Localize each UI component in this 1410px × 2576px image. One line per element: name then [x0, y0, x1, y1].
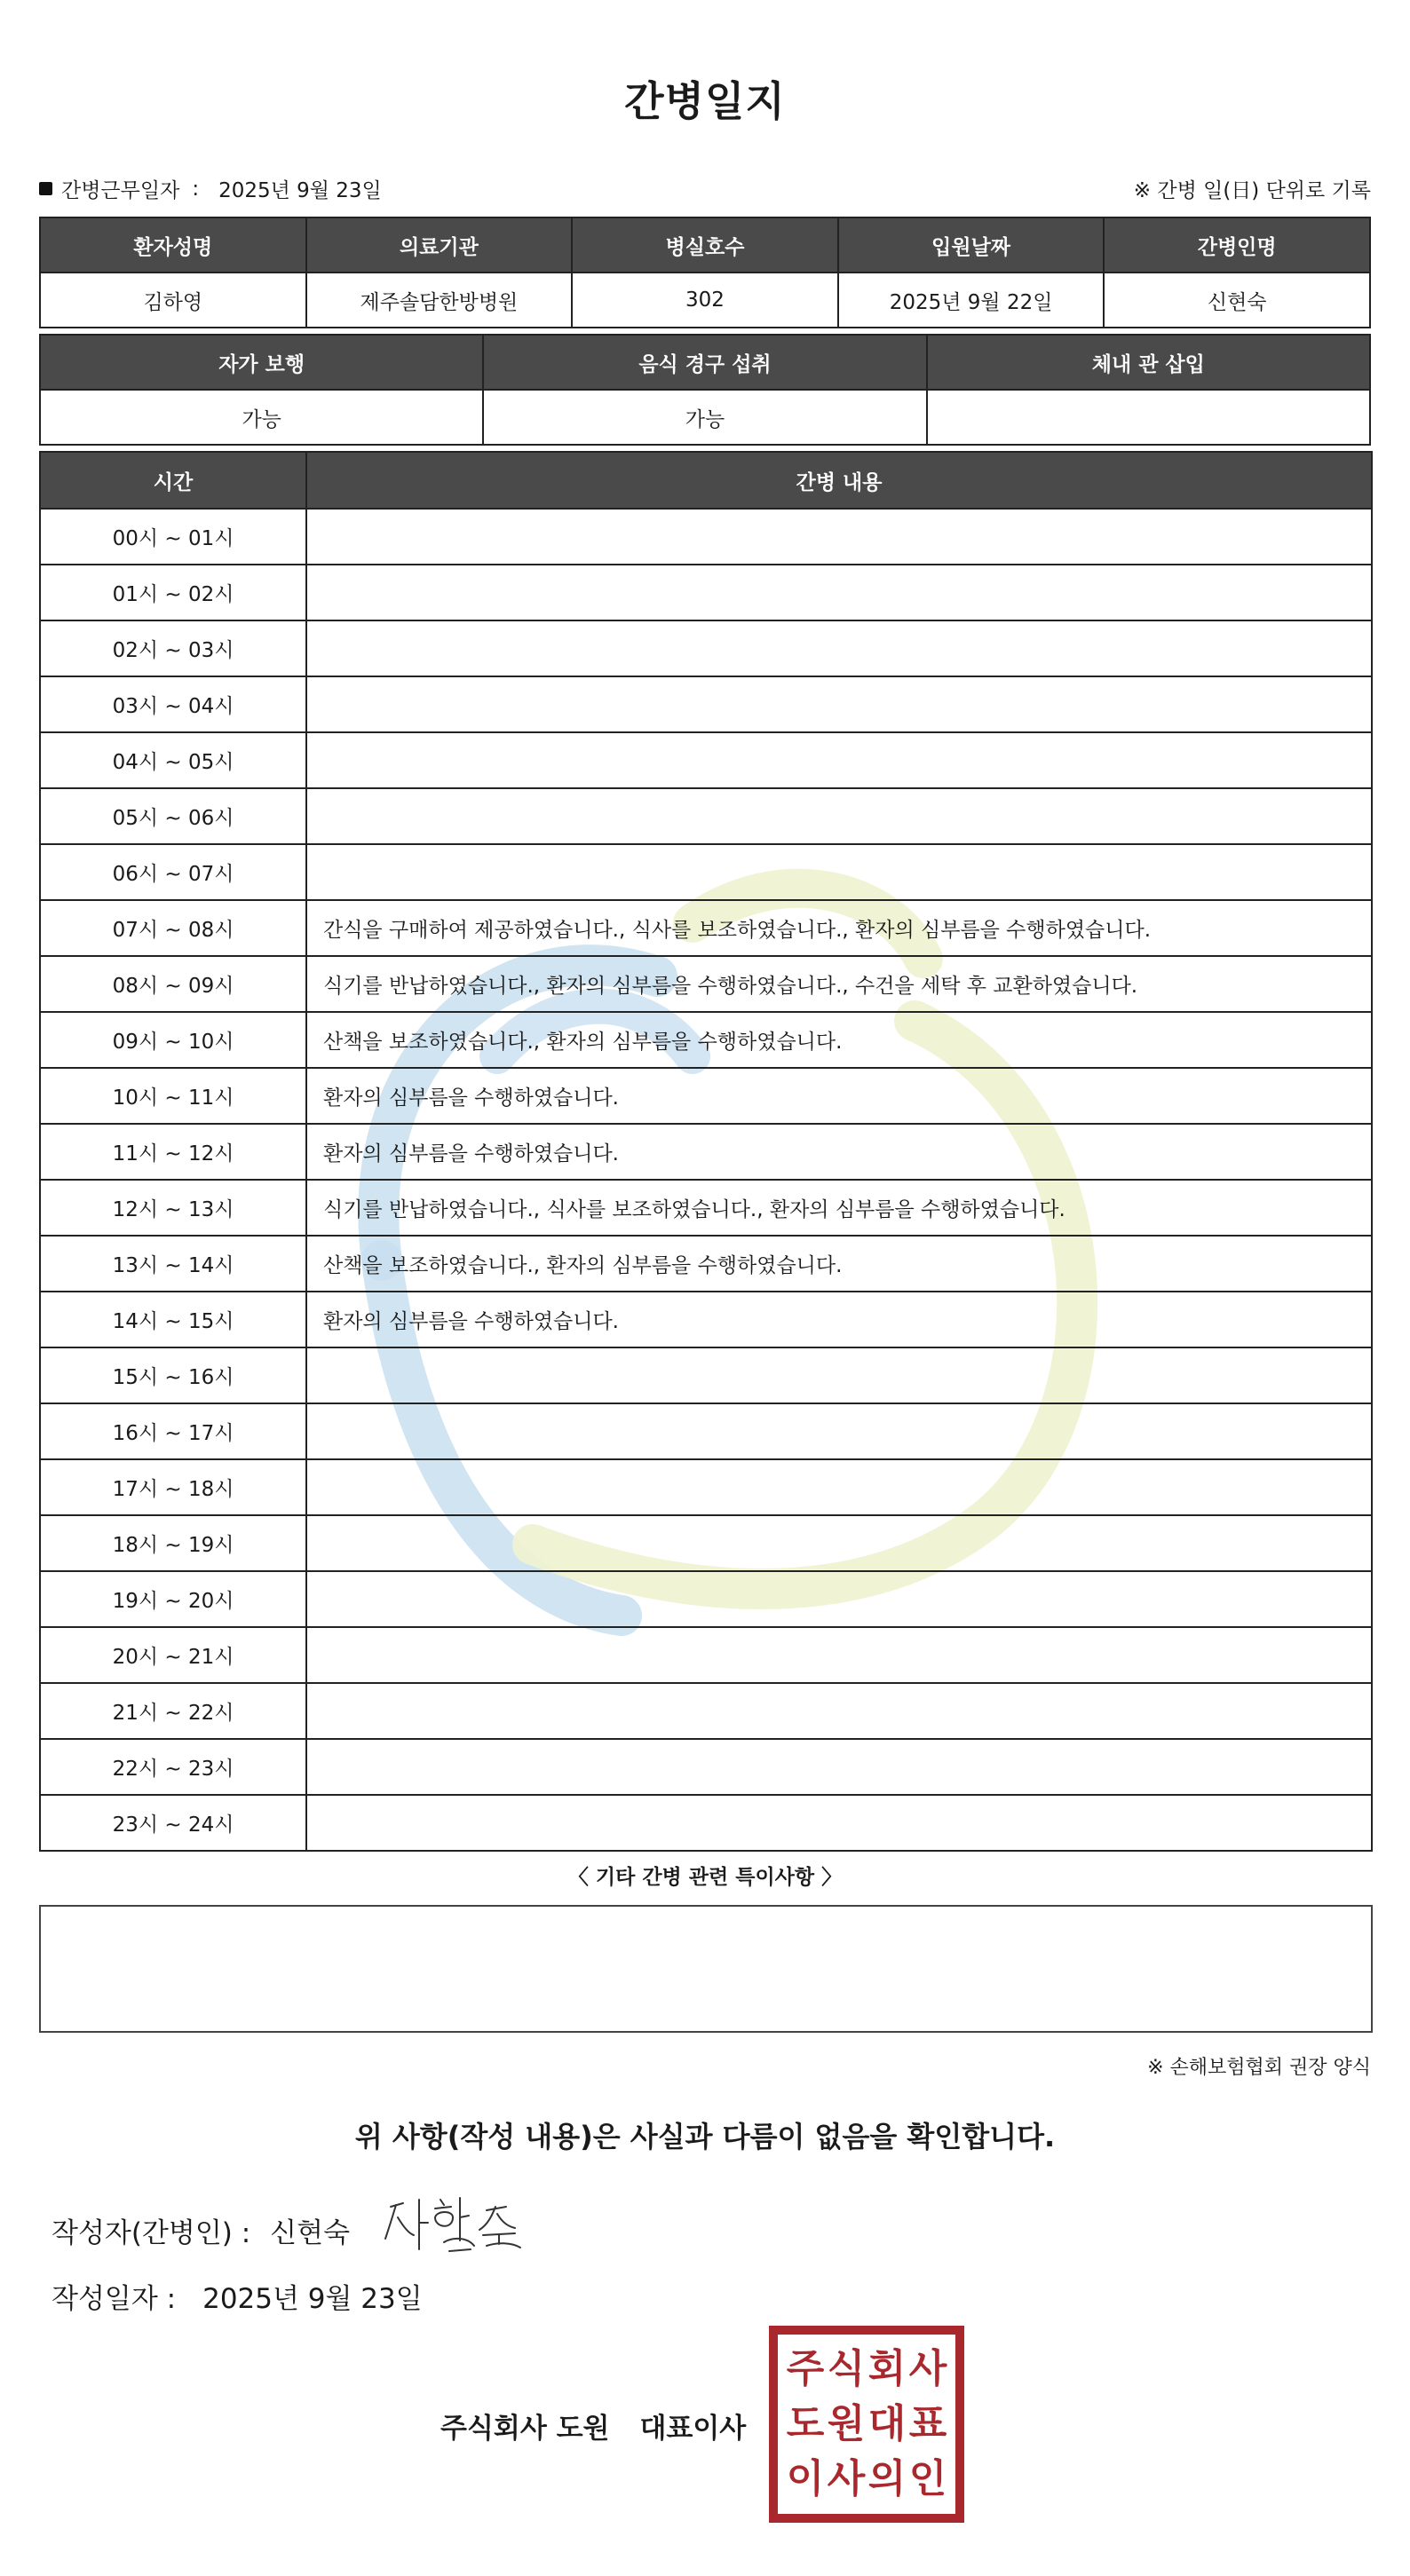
log-time-cell: 13시 ~ 14시	[40, 1236, 306, 1292]
patient-name: 김하영	[40, 273, 306, 328]
log-time-cell: 03시 ~ 04시	[40, 676, 306, 732]
header-room-number: 병실호수	[572, 217, 838, 273]
log-content-cell	[306, 1571, 1372, 1627]
header-time: 시간	[40, 452, 306, 509]
condition-value-row	[40, 390, 1370, 445]
log-content-cell	[306, 620, 1372, 676]
writer-label: 작성자(간병인) :	[51, 2217, 251, 2249]
log-content-cell: 산책을 보조하였습니다., 환자의 심부름을 수행하였습니다.	[306, 1012, 1372, 1068]
log-content-cell	[306, 1683, 1372, 1739]
work-date-label: 간병근무일자	[61, 179, 180, 202]
log-time-cell: 19시 ~ 20시	[40, 1571, 306, 1627]
log-time-cell: 07시 ~ 08시	[40, 900, 306, 956]
confirmation-statement: 위 사항(작성 내용)은 사실과 다름이 없음을 확인합니다.	[354, 2120, 1056, 2153]
written-date-value: 2025년 9월 23일	[202, 2283, 423, 2315]
log-time-cell: 05시 ~ 06시	[40, 788, 306, 844]
log-content-cell	[306, 1347, 1372, 1403]
seal-character: 도	[786, 2401, 825, 2446]
log-row	[40, 900, 1372, 956]
log-time-cell: 23시 ~ 24시	[40, 1795, 306, 1851]
unit-note: ※ 간병 일(日) 단위로 기록	[1133, 179, 1371, 202]
seal-character: 주	[786, 2346, 825, 2391]
seal-character: 대	[867, 2401, 907, 2446]
log-time-cell: 04시 ~ 05시	[40, 732, 306, 788]
room-number: 302	[572, 273, 838, 328]
log-content-cell	[306, 1403, 1372, 1459]
log-row	[40, 509, 1372, 565]
log-content-cell: 산책을 보조하였습니다., 환자의 심부름을 수행하였습니다.	[306, 1236, 1372, 1292]
header-patient-name: 환자성명	[40, 217, 306, 273]
header-medical-institution: 의료기관	[306, 217, 573, 273]
writer-name: 신현숙	[270, 2217, 351, 2249]
log-row	[40, 1012, 1372, 1068]
log-row	[40, 1403, 1372, 1459]
self-walking-value: 가능	[40, 390, 483, 445]
log-time-cell: 16시 ~ 17시	[40, 1403, 306, 1459]
log-time-cell: 15시 ~ 16시	[40, 1347, 306, 1403]
page-title: 간병일지	[624, 77, 786, 125]
hourly-care-log-table	[39, 451, 1373, 1852]
square-bullet-icon	[39, 182, 52, 195]
work-date-value: 2025년 9월 23일	[218, 179, 382, 202]
special-notes-heading: 〈 기타 간병 관련 특이사항 〉	[567, 1866, 843, 1889]
log-row	[40, 620, 1372, 676]
log-row	[40, 1683, 1372, 1739]
handwritten-signature	[382, 2187, 542, 2258]
header-self-walking: 자가 보행	[40, 335, 483, 390]
seal-character: 회	[867, 2346, 907, 2391]
log-content-cell	[306, 788, 1372, 844]
company-name: 주식회사 도원	[440, 2413, 610, 2445]
log-time-cell: 21시 ~ 22시	[40, 1683, 306, 1739]
seal-character: 인	[908, 2456, 947, 2501]
log-time-cell: 18시 ~ 19시	[40, 1515, 306, 1571]
log-row	[40, 1180, 1372, 1236]
log-content-cell: 식기를 반납하였습니다., 식사를 보조하였습니다., 환자의 심부름을 수행하였습니다.	[306, 1180, 1372, 1236]
log-header-row	[40, 452, 1372, 509]
log-row	[40, 788, 1372, 844]
seal-character: 표	[908, 2401, 947, 2446]
written-date-line	[51, 2276, 423, 2316]
log-content-cell	[306, 565, 1372, 620]
oral-intake-value: 가능	[483, 390, 926, 445]
log-row	[40, 1292, 1372, 1347]
company-representative: 대표이사	[639, 2413, 747, 2445]
log-time-cell: 08시 ~ 09시	[40, 956, 306, 1012]
log-time-cell: 10시 ~ 11시	[40, 1068, 306, 1124]
log-row	[40, 1515, 1372, 1571]
log-time-cell: 00시 ~ 01시	[40, 509, 306, 565]
log-row	[40, 956, 1372, 1012]
header-oral-intake: 음식 경구 섭취	[483, 335, 926, 390]
log-row	[40, 1068, 1372, 1124]
header-admission-date: 입원날짜	[838, 217, 1105, 273]
log-row	[40, 1236, 1372, 1292]
log-content-cell	[306, 676, 1372, 732]
seal-character: 의	[867, 2456, 907, 2501]
log-row	[40, 732, 1372, 788]
log-row	[40, 1739, 1372, 1795]
seal-character: 이	[786, 2456, 825, 2501]
log-time-cell: 06시 ~ 07시	[40, 844, 306, 900]
log-content-cell	[306, 509, 1372, 565]
log-row	[40, 1347, 1372, 1403]
header-caregiver-name: 간병인명	[1104, 217, 1370, 273]
log-row	[40, 1627, 1372, 1683]
log-time-cell: 02시 ~ 03시	[40, 620, 306, 676]
log-row	[40, 844, 1372, 900]
written-date-label: 작성일자 :	[51, 2283, 177, 2315]
company-seal-stamp	[769, 2326, 964, 2523]
log-row	[40, 676, 1372, 732]
log-content-cell: 환자의 심부름을 수행하였습니다.	[306, 1068, 1372, 1124]
log-body	[40, 509, 1372, 1851]
log-time-cell: 22시 ~ 23시	[40, 1739, 306, 1795]
log-row	[40, 1124, 1372, 1180]
seal-characters	[785, 2342, 948, 2507]
medical-institution: 제주솔담한방병원	[306, 273, 573, 328]
seal-character: 사	[827, 2456, 866, 2501]
log-content-cell	[306, 1459, 1372, 1515]
patient-info-value-row	[40, 273, 1370, 328]
work-date-separator: :	[192, 177, 200, 201]
log-time-cell: 12시 ~ 13시	[40, 1180, 306, 1236]
special-notes-box	[39, 1905, 1373, 2033]
log-content-cell: 간식을 구매하여 제공하였습니다., 식사를 보조하였습니다., 환자의 심부름을 수행하였습니다.	[306, 900, 1372, 956]
log-time-cell: 20시 ~ 21시	[40, 1627, 306, 1683]
writer-line	[51, 2210, 350, 2250]
caregiver-name: 신현숙	[1104, 273, 1370, 328]
log-content-cell	[306, 844, 1372, 900]
condition-header-row	[40, 335, 1370, 390]
log-time-cell: 14시 ~ 15시	[40, 1292, 306, 1347]
log-time-cell: 17시 ~ 18시	[40, 1459, 306, 1515]
log-content-cell	[306, 1795, 1372, 1851]
log-content-cell	[306, 1627, 1372, 1683]
log-time-cell: 09시 ~ 10시	[40, 1012, 306, 1068]
patient-condition-table	[39, 334, 1371, 446]
log-time-cell: 01시 ~ 02시	[40, 565, 306, 620]
log-content-cell	[306, 1515, 1372, 1571]
recommended-form-note: ※ 손해보험협회 권장 양식	[1147, 2057, 1371, 2079]
log-content-cell: 환자의 심부름을 수행하였습니다.	[306, 1124, 1372, 1180]
log-content-cell: 식기를 반납하였습니다., 환자의 심부름을 수행하였습니다., 수건을 세탁 후 교환하였습니다.	[306, 956, 1372, 1012]
log-row	[40, 1459, 1372, 1515]
seal-character: 식	[827, 2346, 866, 2391]
header-tube-insertion: 체내 관 삽입	[927, 335, 1370, 390]
work-date-line	[39, 174, 382, 203]
log-time-cell: 11시 ~ 12시	[40, 1124, 306, 1180]
log-row	[40, 1795, 1372, 1851]
admission-date: 2025년 9월 22일	[838, 273, 1105, 328]
log-content-cell	[306, 732, 1372, 788]
log-content-cell: 환자의 심부름을 수행하였습니다.	[306, 1292, 1372, 1347]
tube-insertion-value	[927, 390, 1370, 445]
seal-character: 사	[908, 2346, 947, 2391]
log-row	[40, 1571, 1372, 1627]
header-care-content: 간병 내용	[306, 452, 1372, 509]
company-line	[440, 2406, 746, 2446]
log-content-cell	[306, 1739, 1372, 1795]
patient-info-table	[39, 217, 1371, 328]
seal-character: 원	[827, 2401, 866, 2446]
log-row	[40, 565, 1372, 620]
patient-info-header-row	[40, 217, 1370, 273]
